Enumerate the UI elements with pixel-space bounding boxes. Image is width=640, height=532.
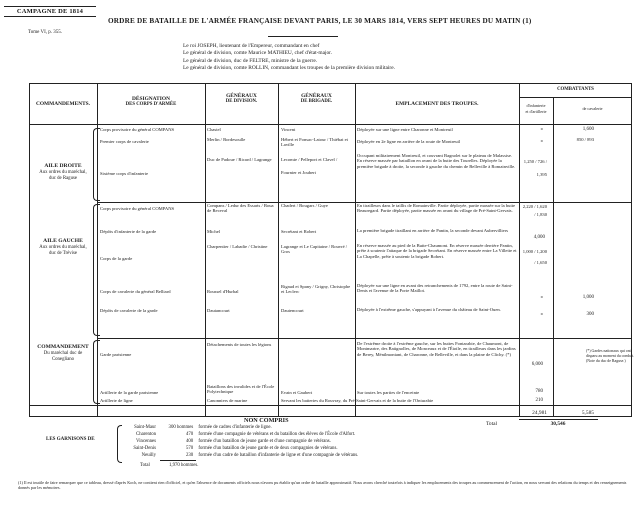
group-brace [93, 128, 100, 201]
troop-location: En tirailleurs dans le taillis de Romainville. Partie déployée, partie massée sur la butte Beauregard. Partie déployée, partie massée en avant du village de Pré-Saint-Gervais. [357, 203, 516, 214]
garrison-total-label: Total [140, 463, 150, 468]
garrison-place: Saint-Maur [134, 425, 156, 430]
corps-name: Artillerie de la garde parisienne [100, 390, 159, 395]
col-header-infanterie-line: et d'artillerie [525, 108, 547, 114]
intro-line: Le général de division, comte Maurice MATHIEU, chef d'état-major. [183, 50, 333, 57]
col-header-combattants: COMBATTANTS [557, 87, 594, 92]
campaign-label: CAMPAGNE DE 1814 [4, 6, 96, 17]
cavalry-count: 1,000 [582, 295, 594, 300]
header-bottom-rule [29, 124, 632, 125]
troop-location: Déployée sur une ligne en avant des retranchements de 1792, entre la route de Saint-Denis et l'avenue de la Porte Maillot. [357, 283, 513, 294]
column-divider [519, 83, 520, 417]
garrison-description: formée d'un bataillon de jeune garde et de deux compagnies de vétérans. [198, 446, 338, 451]
list-item [124, 446, 338, 451]
garrison-description: formée d'un cadre de bataillon d'infanterie de ligne et d'une compagnie de vétérans. [198, 453, 359, 458]
command-subtitle: duc de Trévise [49, 251, 77, 256]
troop-location: En réserve massée au pied de la Butte-Chaumont. En réserve massée derrière Pantin, prête à soutenir l'attaque de la brigade Secrétant. En réserve massée entre La Villette et La Chapelle, prête à soutenir la brigade Robert. [357, 243, 517, 259]
column-divider [205, 83, 206, 417]
list-item [124, 439, 331, 444]
general-division: Duc de Padoue / Ricard / Lagrange [207, 157, 272, 162]
footnote: (1) Il est inutile de faire remarquer que ce tableau, dressé d'après Koch, ne contient rien d'officiel, et qu'en l'absence de documents officiels nous n'avons pu établir qu'un ordre de bataille approximatif. Nous avons cherché toutefois à indiquer les emplacements des troupes au commencement de l'action, en nous servant des relations du temps et des renseignements donnés par les mémoires. [18, 480, 627, 491]
troop-location: De l'extrême droite à l'extrême gauche, sur les buttes Fontarabie, de Chaumont, de Montmartre, des Batignolles, de Monceaux et de l'Étoile, en tirailleurs dans les jardins de Berey, Ménilmontant, de Charonne, de Belleville, et dans la plaine de Clichy. (*) [357, 341, 516, 357]
total-cavalry: 5,585 [581, 410, 594, 416]
column-divider [278, 83, 279, 417]
col-header-designation-line: DES CORPS D'ARMÉE [125, 102, 177, 108]
corps-name: Dépôts de cavalerie de la garde [100, 308, 158, 313]
intro-line: Le général de division, comte ROLLIN, commandant les troupes de la première division militaire. [183, 65, 395, 72]
troop-location: Déployée à l'extrême gauche, s'appuyant à l'avenue du château de Saint-Ouen. [357, 307, 501, 312]
general-division: Canonniers de marine [207, 398, 248, 403]
general-brigade: Lecomte / Pelleport et Clavel / Fournier et Joubert [281, 157, 338, 175]
general-division: Bataillons des invalides et de l'École Polytechnique [207, 384, 275, 395]
general-division: Dautancourt [207, 308, 230, 313]
col-header-gen-division-line: DE DIVISION. [225, 99, 258, 105]
general-brigade: Hébert et Fonsac-Latour / Thiébat et Laville [281, 137, 348, 148]
general-division: Michel [207, 229, 221, 234]
infantry-count: 1,000 / 1,200 / 1,650 [522, 249, 547, 265]
infantry-count: 1,250 / 726 / 1,395 [523, 159, 547, 177]
intro-line: Le général de division, duc de FELTRE, ministre de la guerre. [183, 57, 318, 64]
general-division: Détachements de toutes les légions [207, 342, 272, 347]
garrison-place: Neuilly [141, 453, 156, 458]
general-brigade: Chadert / Bougars / Guye [281, 203, 328, 208]
col-header-emplacement: EMPLACEMENT DES TROUPES. [395, 101, 479, 107]
corps-name: Artillerie de ligne [100, 398, 133, 403]
troop-location: Occupant militairement Montreuil, et couvrant Bagnolet sur le plateau de Malassise. En réserve massée par bataillon en avant de la butte des Tourelles. Déployée la première brigade à droite, la seconde à gauche du chemin de Belleville à Romainville. [357, 153, 516, 169]
group-brace [93, 204, 100, 336]
col-header-gen-brigade-line: DE BRIGADE. [300, 99, 333, 105]
garrison-place: Vincennes [136, 439, 156, 444]
infantry-count: 6,000 [531, 362, 543, 367]
cavalry-count: 300 [586, 312, 594, 317]
cavalry-count: 1,600 [582, 127, 594, 132]
intro-block [183, 43, 395, 73]
grand-total-rule [519, 419, 598, 420]
command-title: COMMANDEMENT [37, 344, 89, 350]
non-compris-heading: NON COMPRIS [244, 417, 289, 424]
page-title: ORDRE DE BATAILLE DE L'ARMÉE FRANÇAISE DEVANT PARIS, LE 30 MARS 1814, VERS SEPT HEURES DU MATIN (1) [108, 17, 532, 25]
troop-location: Déployée en 2e ligne en arrière de la route de Montreuil [357, 139, 461, 144]
garrison-description: formée de cadres d'infanterie de ligne. [198, 425, 272, 430]
title-divider [268, 36, 338, 37]
garrison-men: 300 hommes [168, 425, 194, 430]
margin-note: (*) Gardes nationaux qui ont disparu au moment du combat. (Note du duc de Raguse.) [586, 349, 635, 363]
general-brigade: Servant les batteries du Rouvray, du Pré-Saint-Gervais et de la butte de l'Onturabie [281, 398, 434, 403]
general-brigade: Vincent [281, 127, 296, 132]
total-label: Total [486, 421, 497, 427]
list-item [124, 453, 358, 458]
section-rule [97, 338, 632, 339]
general-division: Compans / Ledur des Essarts / Boua de Receval [207, 203, 274, 214]
corps-name: Corps de la garde [100, 256, 133, 261]
corps-name: Premier corps de cavalerie [100, 139, 149, 144]
general-brigade: Dautencourt [281, 308, 304, 313]
totals-rule [29, 405, 632, 406]
column-divider [355, 83, 356, 417]
infantry-count: 780 [535, 389, 543, 394]
corps-name: Dépôts d'infanterie de la garde [100, 229, 157, 234]
infantry-count: » [540, 139, 543, 144]
command-title: AILE GAUCHE [43, 238, 83, 244]
tome-reference: Tome VI, p. 355. [28, 30, 62, 35]
col-header-designation [97, 96, 205, 108]
col-header-gen-brigade-line: GÉNÉRAUX [301, 93, 332, 99]
command-subtitle: Aux ordres du maréchal, [39, 170, 87, 175]
col-header-infanterie [519, 103, 553, 114]
col-header-gen-division-line: GÉNÉRAUX [226, 93, 257, 99]
garrisons-brace [117, 425, 122, 463]
cavalry-count: 850 / 893 [576, 137, 594, 142]
group-brace [93, 340, 100, 404]
troop-location: Déployée sur une ligne entre Charonne et Montreuil [357, 127, 453, 132]
general-brigade: Secrétant et Robert [281, 229, 317, 234]
col-header-commandements: COMMANDEMENTS. [35, 101, 91, 107]
garrison-total-rule [160, 460, 196, 461]
general-division: Charpentier / Labadie / Christine [207, 244, 268, 249]
col-header-designation-line: DÉSIGNATION [132, 96, 170, 102]
corps-name: Corps provisoire du général COMPANS [100, 206, 175, 211]
col-header-gen-brigade [278, 93, 355, 105]
troop-location: La première brigade tiraillant en arrière de Pantin, la seconde devant Aubervilliers [357, 228, 509, 233]
garrison-men: 470 [186, 432, 194, 437]
corps-name: Corps provisoire du général COMPANS [100, 127, 175, 132]
infantry-count: 2,220 / 1,620 / 1,830 [522, 204, 547, 217]
general-division: Roussel d'Hurbal [207, 289, 239, 294]
command-title: AILE DROITE [44, 163, 82, 169]
troop-location: Sur toutes les parties de l'enceinte [357, 390, 420, 395]
column-divider [553, 97, 554, 417]
infantry-count: 210 [535, 398, 543, 403]
command-subtitle: Aux ordres du maréchal, [39, 245, 87, 250]
general-division: Chastel [207, 127, 221, 132]
command-subtitle: duc de Raguse [49, 176, 77, 181]
infantry-count: » [540, 295, 543, 300]
garrison-total [140, 463, 198, 468]
infantry-count: » [540, 127, 543, 132]
garrison-place: Charenton [136, 432, 156, 437]
col-header-gen-division [205, 93, 278, 105]
garrison-men: 230 [186, 453, 194, 458]
header-divider [519, 97, 632, 98]
list-item [124, 432, 355, 437]
garrisons-label: LES GARNISONS DE [46, 437, 95, 442]
garrison-description: formée d'une compagnie de vétérans et du bataillon des élèves de l'École d'Alfort. [198, 432, 356, 437]
corps-name: Corps de cavalerie du général Belliard [100, 289, 171, 294]
infantry-count: » [540, 312, 543, 317]
intro-line: Le roi JOSEPH, lieutenant de l'Empereur, commandant en chef [183, 43, 320, 49]
command-subtitle: Du maréchal duc de [43, 351, 83, 356]
corps-name: Sixième corps d'infanterie [100, 171, 149, 176]
grand-total: 30,546 [550, 421, 566, 427]
garrison-description: formée d'un bataillon de jeune garde et d'une compagnie de vétérans. [198, 439, 331, 444]
command-subtitle: Conegliano [51, 357, 75, 362]
general-division: Merlin / Bordesoulle [207, 137, 246, 142]
col-header-infanterie-line: d'infanterie [526, 103, 546, 108]
infantry-count: 4,000 [533, 235, 545, 240]
general-brigade: Lagrange et Le Capitaine / Rouvré / Gros [281, 244, 348, 255]
total-infantry: 24,981 [532, 410, 547, 416]
general-brigade: Rigaud et Spany / Grigny, Christophe et Leclerc [281, 284, 351, 295]
general-brigade: Evain et Gaubert [281, 390, 313, 395]
garrison-men: 400 [186, 439, 194, 444]
col-header-cavalerie: de cavalerie [582, 106, 603, 111]
garrison-total-value: 1,970 hommes. [169, 463, 199, 468]
garrison-men: 570 [186, 446, 194, 451]
garrison-place: Saint-Denis [133, 446, 156, 451]
list-item [124, 425, 272, 430]
corps-name: Garde parisienne [100, 352, 132, 357]
